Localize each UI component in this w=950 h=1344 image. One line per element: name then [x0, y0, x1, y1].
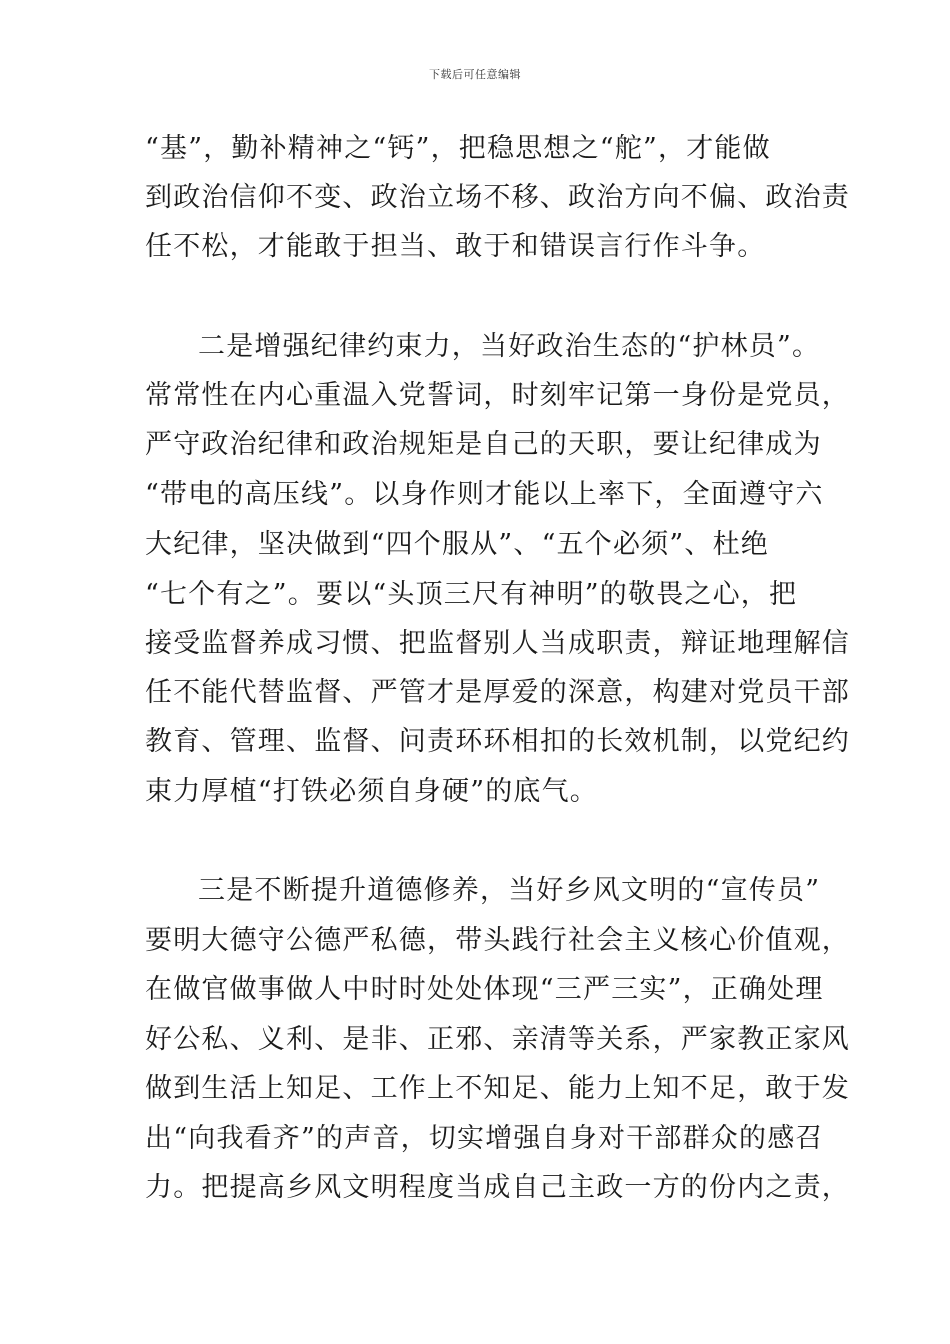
body-line: 做到生活上知足、工作上不知足、能力上知不足，敢于发 — [145, 1073, 850, 1104]
body-line: 接受监督养成习惯、把监督别人当成职责，辩证地理解信 — [145, 628, 850, 659]
body-line: 大纪律，坚决做到“四个服从”、“五个必须”、杜绝 — [145, 529, 770, 560]
paragraph-3-first-line: 三是不断提升道德修养，当好乡风文明的“宣传员” — [198, 875, 821, 906]
body-line: “七个有之”。要以“头顶三尺有神明”的敬畏之心，把 — [145, 579, 798, 610]
body-line: 常常性在内心重温入党誓词，时刻牢记第一身份是党员， — [145, 380, 850, 411]
body-line: 教育、管理、监督、问责环环相扣的长效机制，以党纪约 — [145, 726, 850, 757]
body-line: 在做官做事做人中时时处处体现“三严三实”，正确处理 — [145, 974, 824, 1005]
body-line: 要明大德守公德严私德，带头践行社会主义核心价值观， — [145, 925, 850, 956]
page-header: 下载后可任意编辑 — [429, 68, 521, 81]
body-line: 严守政治纪律和政治规矩是自己的天职，要让纪律成为 — [145, 429, 822, 460]
body-line: 任不能代替监督、严管才是厚爱的深意，构建对党员干部 — [145, 677, 850, 708]
body-line: 到政治信仰不变、政治立场不移、政治方向不偏、政治责 — [145, 182, 850, 213]
body-line: 力。把提高乡风文明程度当成自己主政一方的份内之责， — [145, 1172, 850, 1203]
body-line: 任不松，才能敢于担当、敢于和错误言行作斗争。 — [145, 231, 766, 262]
body-line: “基”，勤补精神之“钙”，把稳思想之“舵”，才能做 — [145, 133, 771, 164]
body-line: 好公私、义利、是非、正邪、亲清等关系，严家教正家风 — [145, 1024, 850, 1055]
body-line: 出“向我看齐”的声音，切实增强自身对干部群众的感召 — [145, 1123, 824, 1154]
body-line: 束力厚植“打铁必须自身硬”的底气。 — [145, 776, 599, 807]
body-line: “带电的高压线”。以身作则才能以上率下，全面遵守六 — [145, 479, 824, 510]
paragraph-2-first-line: 二是增强纪律约束力，当好政治生态的“护林员”。 — [198, 331, 821, 362]
